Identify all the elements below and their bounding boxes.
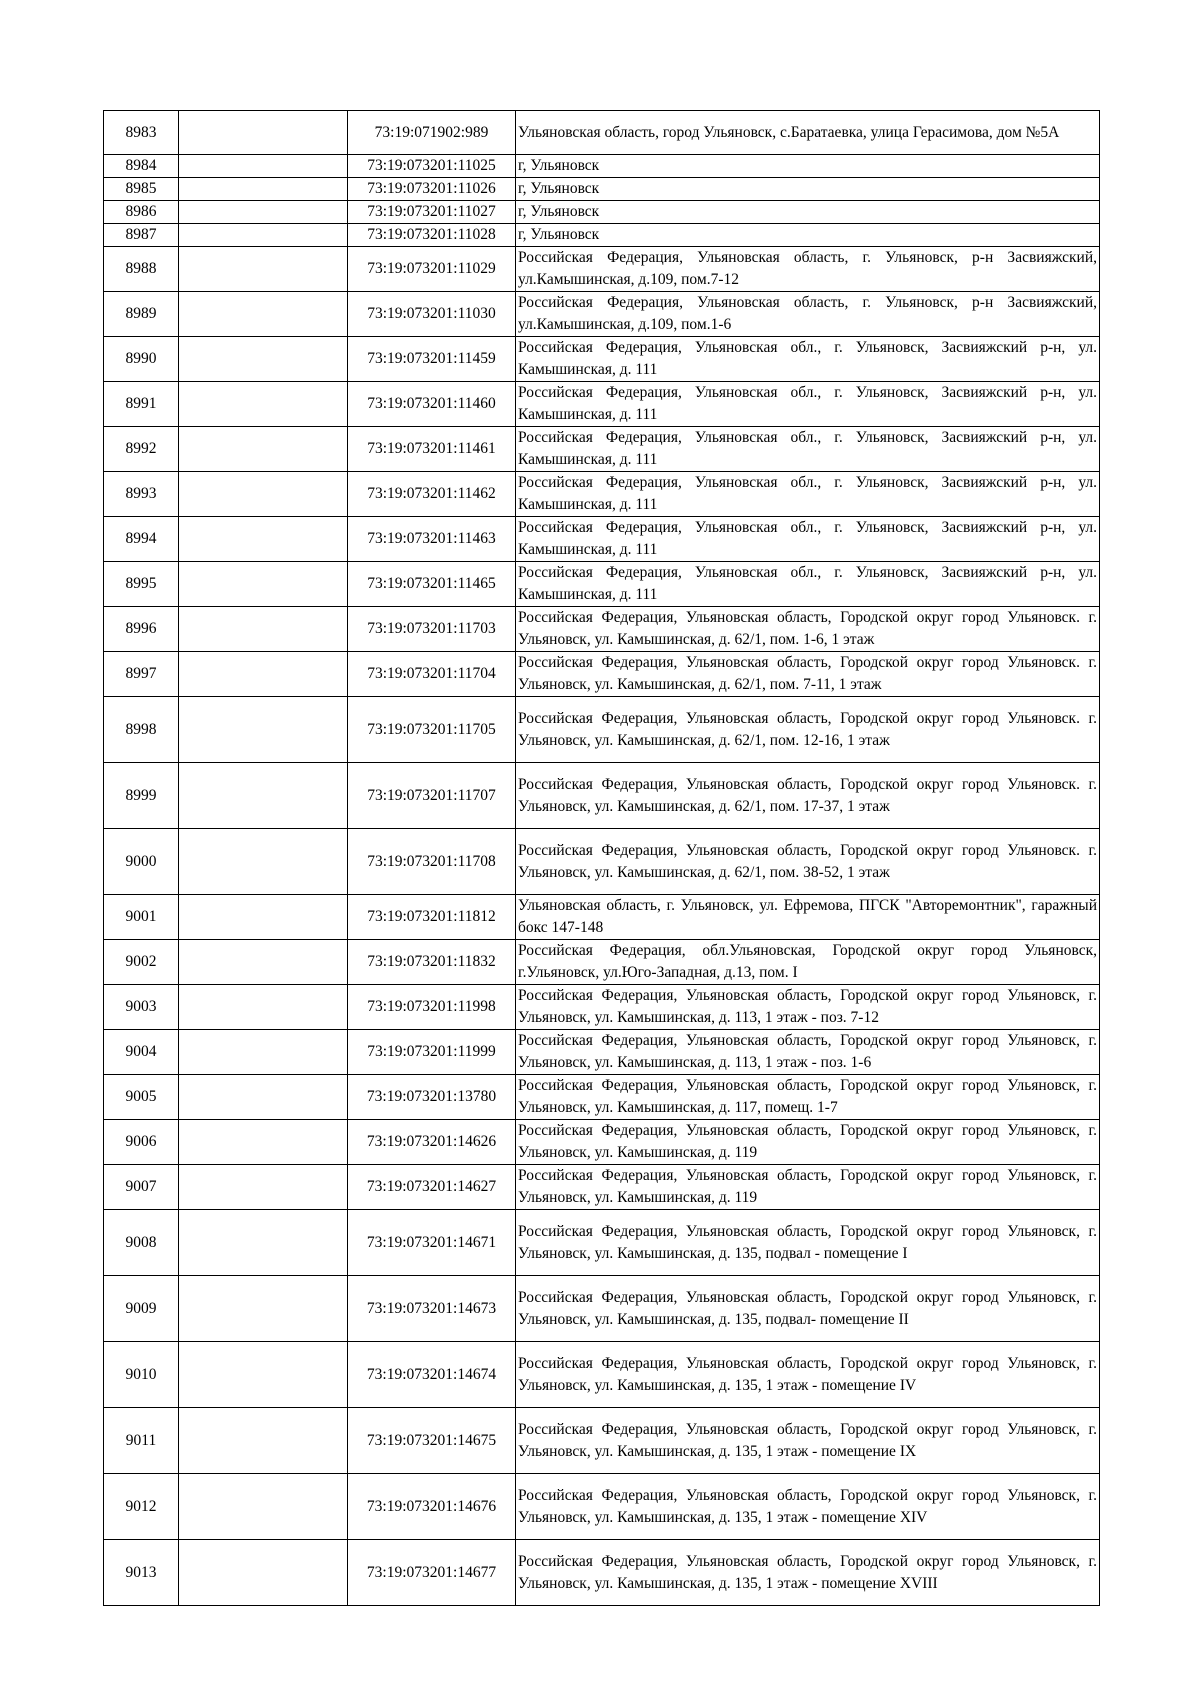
- row-number-cell: 8988: [104, 247, 179, 292]
- empty-cell: [179, 427, 348, 472]
- cadastral-number-cell: 73:19:071902:989: [348, 111, 516, 155]
- empty-cell: [179, 1276, 348, 1342]
- table-row: [104, 1408, 1100, 1474]
- empty-cell: [179, 1165, 348, 1210]
- cadastral-number-cell: 73:19:073201:11030: [348, 292, 516, 337]
- table-row: [104, 829, 1100, 895]
- table-row: [104, 178, 1100, 201]
- table-row: [104, 224, 1100, 247]
- row-number-cell: 9000: [104, 829, 179, 895]
- address-cell: Российская Федерация, Ульяновская область, Городской округ город Ульяновск. г. Ульяновск, ул. Камышинская, д. 62/1, пом. 12-16, 1 этаж: [516, 697, 1100, 763]
- row-number-cell: 9007: [104, 1165, 179, 1210]
- table-row: [104, 763, 1100, 829]
- table-row: [104, 607, 1100, 652]
- cadastral-number-cell: 73:19:073201:11029: [348, 247, 516, 292]
- address-cell: Российская Федерация, Ульяновская область, г. Ульяновск, р-н Засвияжский, ул.Камышинская, д.109, пом.7-12: [516, 247, 1100, 292]
- cadastral-number-cell: 73:19:073201:11704: [348, 652, 516, 697]
- empty-cell: [179, 763, 348, 829]
- empty-cell: [179, 1210, 348, 1276]
- cadastral-number-cell: 73:19:073201:11028: [348, 224, 516, 247]
- empty-cell: [179, 517, 348, 562]
- empty-cell: [179, 382, 348, 427]
- row-number-cell: 8984: [104, 155, 179, 178]
- empty-cell: [179, 201, 348, 224]
- address-cell: Российская Федерация, Ульяновская область, Городской округ город Ульяновск. г. Ульяновск, ул. Камышинская, д. 62/1, пом. 1-6, 1 этаж: [516, 607, 1100, 652]
- empty-cell: [179, 292, 348, 337]
- empty-cell: [179, 1120, 348, 1165]
- table-row: [104, 292, 1100, 337]
- table-row: [104, 1030, 1100, 1075]
- table-row: [104, 1075, 1100, 1120]
- row-number-cell: 8986: [104, 201, 179, 224]
- cadastral-number-cell: 73:19:073201:14671: [348, 1210, 516, 1276]
- row-number-cell: 9008: [104, 1210, 179, 1276]
- cadastral-number-cell: 73:19:073201:11708: [348, 829, 516, 895]
- cadastral-number-cell: 73:19:073201:11812: [348, 895, 516, 940]
- table-row: [104, 111, 1100, 155]
- address-cell: Российская Федерация, Ульяновская область, Городской округ город Ульяновск. г. Ульяновск, ул. Камышинская, д. 62/1, пом. 7-11, 1 этаж: [516, 652, 1100, 697]
- table-body: [104, 111, 1100, 1606]
- table-row: [104, 1210, 1100, 1276]
- row-number-cell: 8996: [104, 607, 179, 652]
- address-cell: Российская Федерация, Ульяновская обл., г. Ульяновск, Засвияжский р-н, ул. Камышинская, д. 111: [516, 517, 1100, 562]
- address-cell: Российская Федерация, Ульяновская область, Городской округ город Ульяновск, г. Ульяновск, ул. Камышинская, д. 135, 1 этаж - помещение IV: [516, 1342, 1100, 1408]
- address-cell: Ульяновская область, г. Ульяновск, ул. Ефремова, ПГСК "Авторемонтник", гаражный бокс 147-148: [516, 895, 1100, 940]
- address-cell: г, Ульяновск: [516, 201, 1100, 224]
- cadastral-number-cell: 73:19:073201:14627: [348, 1165, 516, 1210]
- address-cell: Российская Федерация, Ульяновская область, г. Ульяновск, р-н Засвияжский, ул.Камышинская, д.109, пом.1-6: [516, 292, 1100, 337]
- row-number-cell: 8995: [104, 562, 179, 607]
- empty-cell: [179, 985, 348, 1030]
- empty-cell: [179, 111, 348, 155]
- cadastral-number-cell: 73:19:073201:14677: [348, 1540, 516, 1606]
- row-number-cell: 9012: [104, 1474, 179, 1540]
- address-cell: Российская Федерация, Ульяновская обл., г. Ульяновск, Засвияжский р-н, ул. Камышинская, д. 111: [516, 427, 1100, 472]
- address-cell: Российская Федерация, Ульяновская область, Городской округ город Ульяновск, г. Ульяновск, ул. Камышинская, д. 135, 1 этаж - помещение XVIII: [516, 1540, 1100, 1606]
- address-cell: Российская Федерация, Ульяновская область, Городской округ город Ульяновск, г. Ульяновск, ул. Камышинская, д. 135, подвал- помещение II: [516, 1276, 1100, 1342]
- empty-cell: [179, 895, 348, 940]
- empty-cell: [179, 562, 348, 607]
- address-cell: Российская Федерация, Ульяновская область, Городской округ город Ульяновск, г. Ульяновск, ул. Камышинская, д. 113, 1 этаж - поз. 7-12: [516, 985, 1100, 1030]
- cadastral-number-cell: 73:19:073201:11027: [348, 201, 516, 224]
- row-number-cell: 9003: [104, 985, 179, 1030]
- table-row: [104, 382, 1100, 427]
- empty-cell: [179, 1342, 348, 1408]
- empty-cell: [179, 224, 348, 247]
- row-number-cell: 8998: [104, 697, 179, 763]
- table-row: [104, 472, 1100, 517]
- cadastral-number-cell: 73:19:073201:11460: [348, 382, 516, 427]
- cadastral-number-cell: 73:19:073201:14674: [348, 1342, 516, 1408]
- cadastral-number-cell: 73:19:073201:11707: [348, 763, 516, 829]
- address-cell: Российская Федерация, Ульяновская область, Городской округ город Ульяновск. г. Ульяновск, ул. Камышинская, д. 62/1, пом. 17-37, 1 этаж: [516, 763, 1100, 829]
- table-row: [104, 427, 1100, 472]
- row-number-cell: 8990: [104, 337, 179, 382]
- row-number-cell: 8999: [104, 763, 179, 829]
- table-row: [104, 1120, 1100, 1165]
- address-cell: г, Ульяновск: [516, 155, 1100, 178]
- empty-cell: [179, 1474, 348, 1540]
- address-cell: Российская Федерация, Ульяновская обл., г. Ульяновск, Засвияжский р-н, ул. Камышинская, д. 111: [516, 562, 1100, 607]
- row-number-cell: 8983: [104, 111, 179, 155]
- row-number-cell: 8985: [104, 178, 179, 201]
- row-number-cell: 8991: [104, 382, 179, 427]
- table-row: [104, 985, 1100, 1030]
- cadastral-number-cell: 73:19:073201:14675: [348, 1408, 516, 1474]
- cadastral-number-cell: 73:19:073201:11463: [348, 517, 516, 562]
- address-cell: Российская Федерация, обл.Ульяновская, Городской округ город Ульяновск, г.Ульяновск, ул.Юго-Западная, д.13, пом. I: [516, 940, 1100, 985]
- cadastral-number-cell: 73:19:073201:11999: [348, 1030, 516, 1075]
- empty-cell: [179, 472, 348, 517]
- empty-cell: [179, 337, 348, 382]
- empty-cell: [179, 1075, 348, 1120]
- table-row: [104, 895, 1100, 940]
- empty-cell: [179, 829, 348, 895]
- table-row: [104, 247, 1100, 292]
- cadastral-number-cell: 73:19:073201:13780: [348, 1075, 516, 1120]
- row-number-cell: 8992: [104, 427, 179, 472]
- empty-cell: [179, 247, 348, 292]
- property-table: [103, 110, 1100, 1606]
- address-cell: Российская Федерация, Ульяновская область, Городской округ город Ульяновск, г. Ульяновск, ул. Камышинская, д. 119: [516, 1120, 1100, 1165]
- table-row: [104, 1474, 1100, 1540]
- empty-cell: [179, 697, 348, 763]
- empty-cell: [179, 178, 348, 201]
- row-number-cell: 8987: [104, 224, 179, 247]
- cadastral-number-cell: 73:19:073201:11461: [348, 427, 516, 472]
- empty-cell: [179, 155, 348, 178]
- cadastral-number-cell: 73:19:073201:14673: [348, 1276, 516, 1342]
- address-cell: Российская Федерация, Ульяновская область, Городской округ город Ульяновск, г. Ульяновск, ул. Камышинская, д. 119: [516, 1165, 1100, 1210]
- address-cell: Российская Федерация, Ульяновская область, Городской округ город Ульяновск, г. Ульяновск, ул. Камышинская, д. 113, 1 этаж - поз. 1-6: [516, 1030, 1100, 1075]
- cadastral-number-cell: 73:19:073201:11705: [348, 697, 516, 763]
- row-number-cell: 9013: [104, 1540, 179, 1606]
- row-number-cell: 9006: [104, 1120, 179, 1165]
- cadastral-number-cell: 73:19:073201:11459: [348, 337, 516, 382]
- cadastral-number-cell: 73:19:073201:11832: [348, 940, 516, 985]
- empty-cell: [179, 1540, 348, 1606]
- row-number-cell: 8994: [104, 517, 179, 562]
- empty-cell: [179, 940, 348, 985]
- cadastral-number-cell: 73:19:073201:11026: [348, 178, 516, 201]
- address-cell: Российская Федерация, Ульяновская область, Городской округ город Ульяновск, г. Ульяновск, ул. Камышинская, д. 117, помещ. 1-7: [516, 1075, 1100, 1120]
- address-cell: г, Ульяновск: [516, 224, 1100, 247]
- row-number-cell: 9009: [104, 1276, 179, 1342]
- cadastral-number-cell: 73:19:073201:11998: [348, 985, 516, 1030]
- address-cell: Российская Федерация, Ульяновская область, Городской округ город Ульяновск, г. Ульяновск, ул. Камышинская, д. 135, 1 этаж - помещение XIV: [516, 1474, 1100, 1540]
- cadastral-number-cell: 73:19:073201:11462: [348, 472, 516, 517]
- cadastral-number-cell: 73:19:073201:14626: [348, 1120, 516, 1165]
- cadastral-number-cell: 73:19:073201:11025: [348, 155, 516, 178]
- address-cell: Российская Федерация, Ульяновская обл., г. Ульяновск, Засвияжский р-н, ул. Камышинская, д. 111: [516, 337, 1100, 382]
- address-cell: г, Ульяновск: [516, 178, 1100, 201]
- table-row: [104, 562, 1100, 607]
- table-row: [104, 697, 1100, 763]
- table-row: [104, 1540, 1100, 1606]
- cadastral-number-cell: 73:19:073201:11703: [348, 607, 516, 652]
- address-cell: Российская Федерация, Ульяновская обл., г. Ульяновск, Засвияжский р-н, ул. Камышинская, д. 111: [516, 382, 1100, 427]
- table-row: [104, 201, 1100, 224]
- row-number-cell: 8997: [104, 652, 179, 697]
- row-number-cell: 8989: [104, 292, 179, 337]
- row-number-cell: 9002: [104, 940, 179, 985]
- empty-cell: [179, 1030, 348, 1075]
- row-number-cell: 9004: [104, 1030, 179, 1075]
- empty-cell: [179, 1408, 348, 1474]
- row-number-cell: 8993: [104, 472, 179, 517]
- cadastral-number-cell: 73:19:073201:11465: [348, 562, 516, 607]
- cadastral-number-cell: 73:19:073201:14676: [348, 1474, 516, 1540]
- address-cell: Российская Федерация, Ульяновская обл., г. Ульяновск, Засвияжский р-н, ул. Камышинская, д. 111: [516, 472, 1100, 517]
- address-cell: Российская Федерация, Ульяновская область, Городской округ город Ульяновск. г. Ульяновск, ул. Камышинская, д. 62/1, пом. 38-52, 1 этаж: [516, 829, 1100, 895]
- table-row: [104, 652, 1100, 697]
- address-cell: Российская Федерация, Ульяновская область, Городской округ город Ульяновск, г. Ульяновск, ул. Камышинская, д. 135, 1 этаж - помещение IX: [516, 1408, 1100, 1474]
- row-number-cell: 9011: [104, 1408, 179, 1474]
- table-row: [104, 337, 1100, 382]
- row-number-cell: 9001: [104, 895, 179, 940]
- empty-cell: [179, 607, 348, 652]
- table-row: [104, 1165, 1100, 1210]
- row-number-cell: 9010: [104, 1342, 179, 1408]
- address-cell: Ульяновская область, город Ульяновск, с.Баратаевка, улица Герасимова, дом №5А: [516, 111, 1100, 155]
- table-row: [104, 1342, 1100, 1408]
- address-cell: Российская Федерация, Ульяновская область, Городской округ город Ульяновск, г. Ульяновск, ул. Камышинская, д. 135, подвал - помещение I: [516, 1210, 1100, 1276]
- row-number-cell: 9005: [104, 1075, 179, 1120]
- table-row: [104, 940, 1100, 985]
- table-row: [104, 155, 1100, 178]
- table-row: [104, 517, 1100, 562]
- table-row: [104, 1276, 1100, 1342]
- empty-cell: [179, 652, 348, 697]
